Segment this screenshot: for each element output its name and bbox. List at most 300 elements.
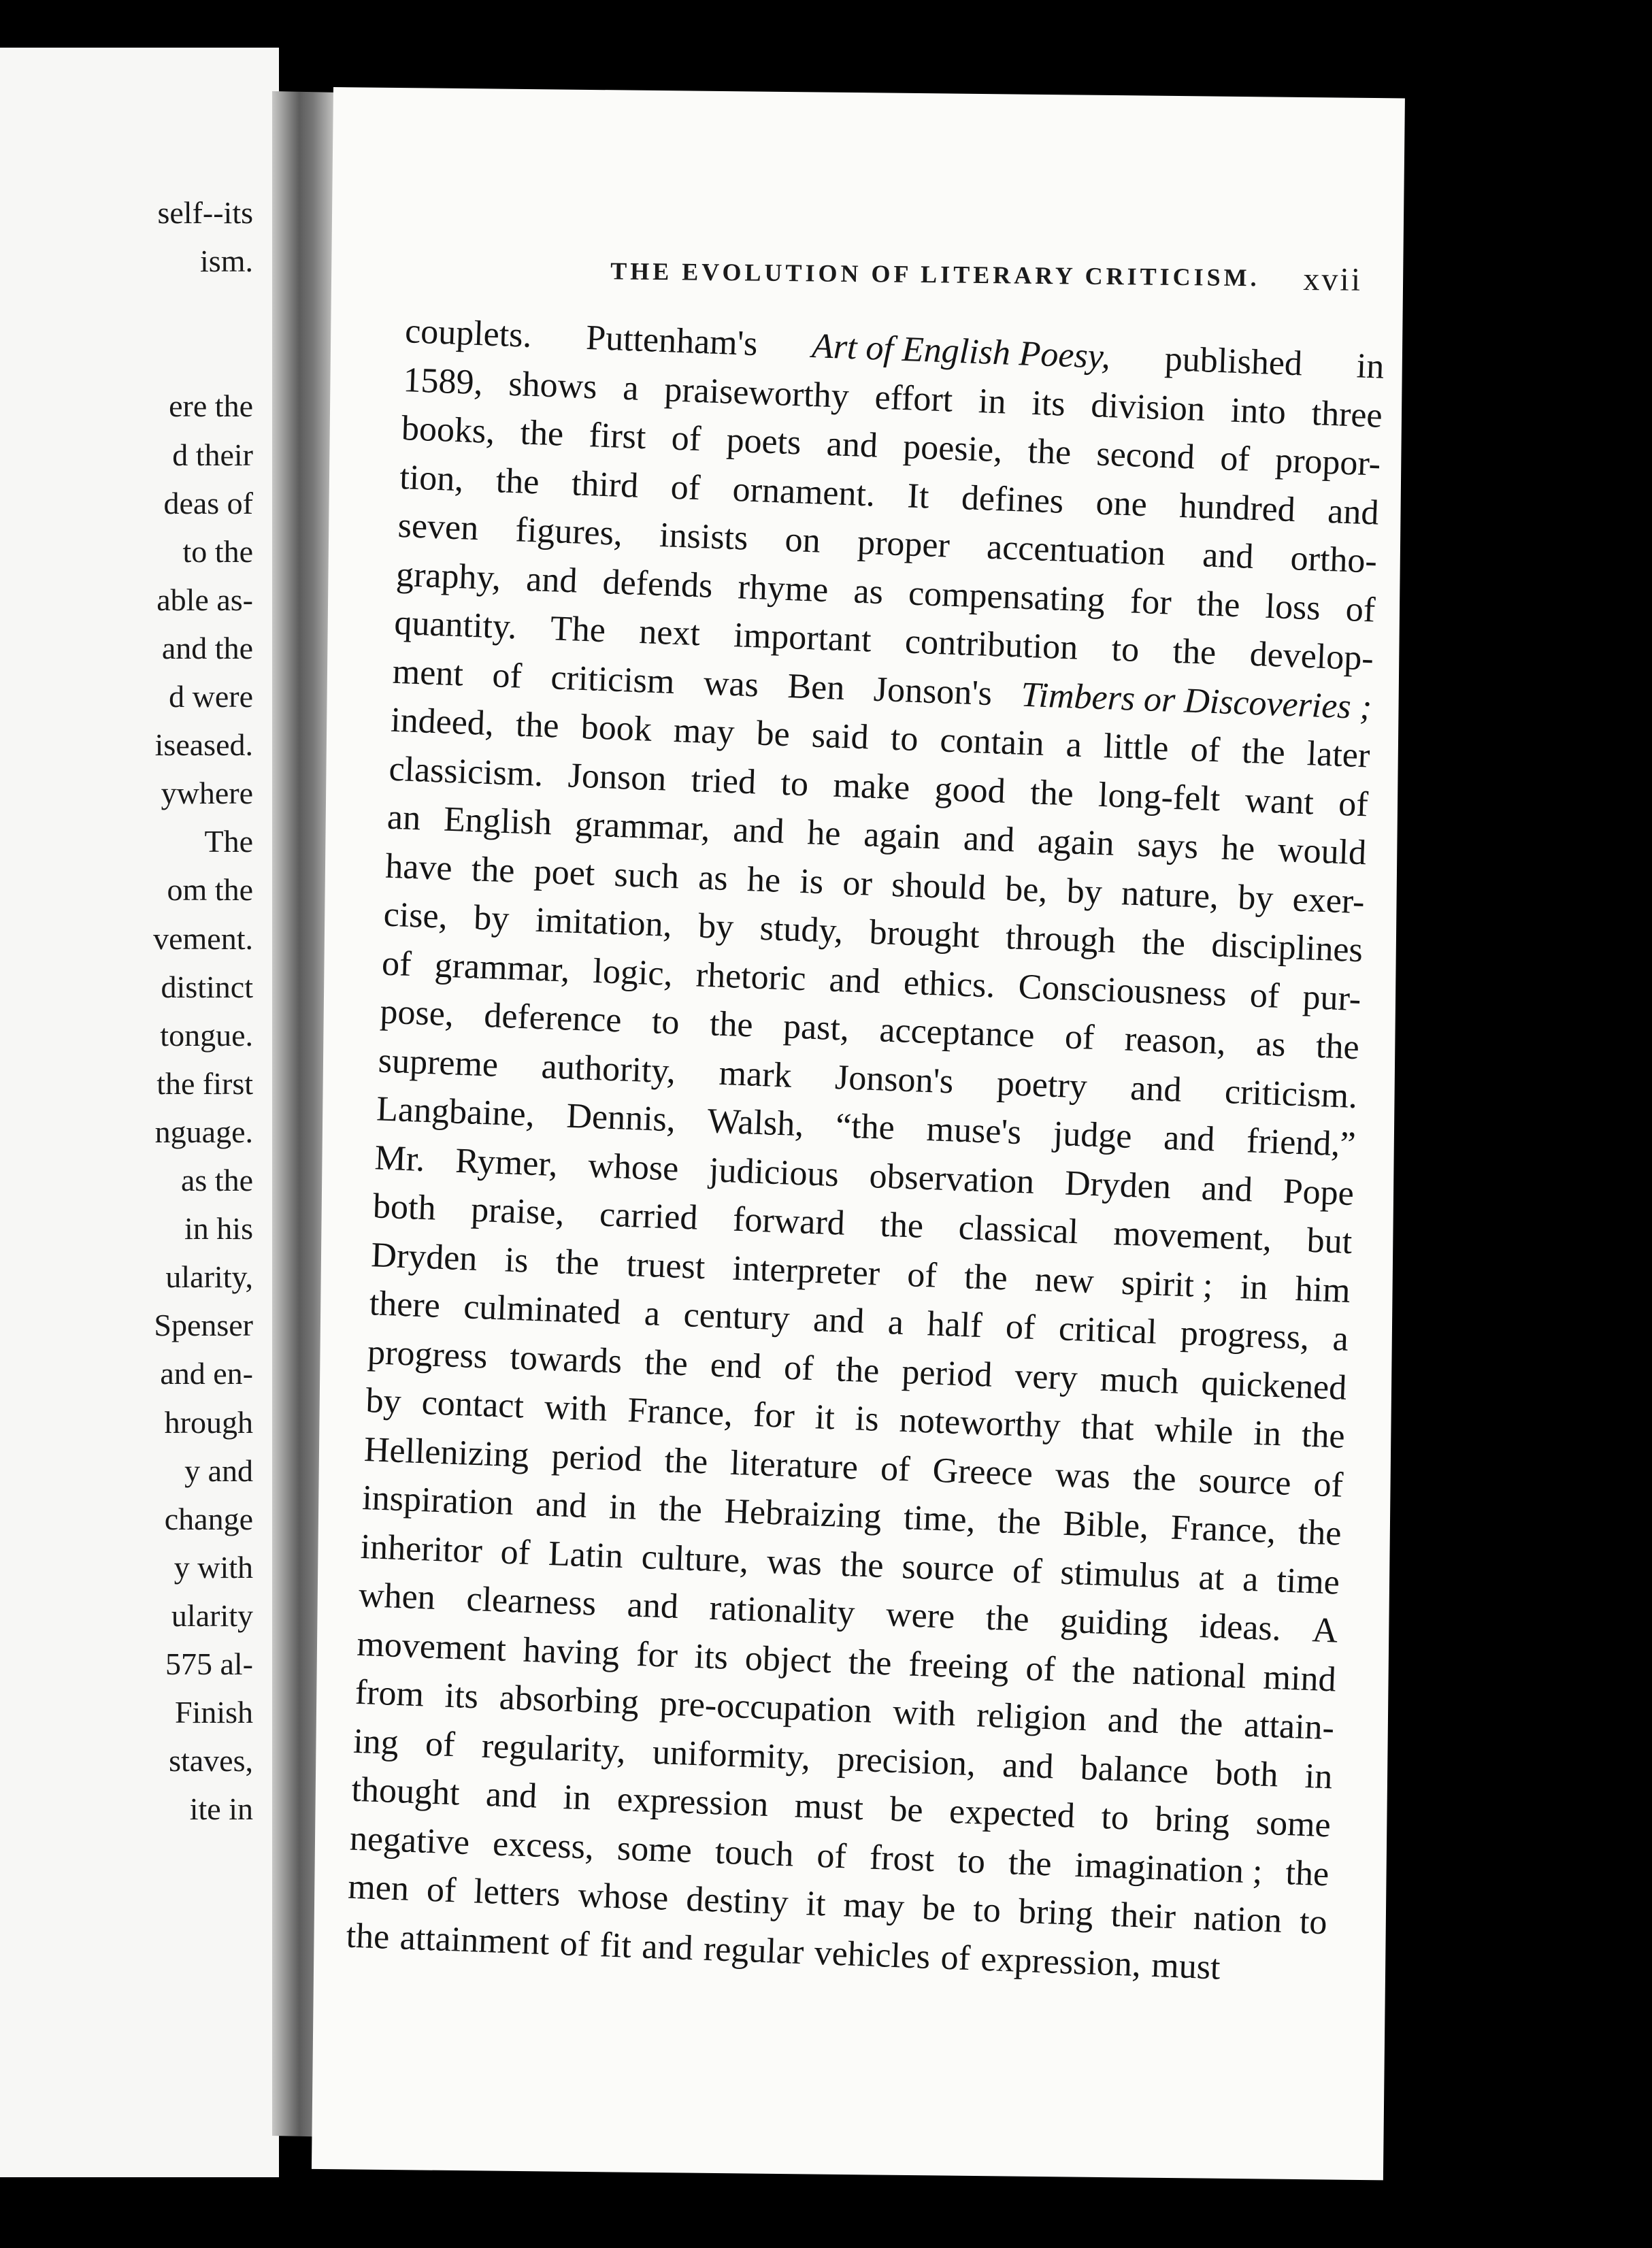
word: grammar,	[433, 945, 571, 990]
word: classical	[957, 1208, 1079, 1252]
word: mark	[718, 1053, 793, 1095]
word: and	[1129, 1068, 1183, 1110]
word: Puttenham's	[585, 318, 759, 364]
word: it	[814, 1398, 836, 1438]
word: tried	[690, 760, 757, 801]
word: of	[1025, 1649, 1056, 1689]
body-text	[346, 307, 1385, 1996]
word: through	[1005, 918, 1117, 961]
word: and	[641, 1926, 694, 1968]
word: It	[906, 476, 930, 516]
word: letters	[473, 1872, 561, 1914]
word: whose	[587, 1146, 680, 1189]
word: poet	[533, 852, 596, 893]
word: freeing	[908, 1644, 1010, 1687]
word: frost	[869, 1838, 936, 1879]
word: inheritor	[359, 1527, 483, 1570]
word: France,	[1170, 1508, 1277, 1551]
word: time,	[903, 1498, 976, 1540]
word: of	[670, 418, 702, 459]
left-page-line: vement.	[153, 921, 253, 956]
word: fit	[599, 1925, 632, 1966]
word: the	[879, 1205, 925, 1246]
word: truest	[625, 1244, 706, 1287]
word: regular	[703, 1929, 805, 1972]
word: Bible,	[1062, 1504, 1150, 1547]
word: want	[1244, 780, 1315, 822]
word: inspiration	[361, 1478, 514, 1523]
word: the	[658, 1489, 703, 1530]
left-page-line: ularity,	[165, 1259, 253, 1295]
word: Dryden	[370, 1235, 478, 1278]
word: him	[1294, 1269, 1351, 1310]
word: from	[354, 1672, 425, 1715]
word: three	[1310, 393, 1383, 435]
word: said	[810, 716, 870, 757]
left-page-line: ism.	[200, 244, 253, 279]
left-page-line: ularity	[171, 1598, 253, 1633]
left-page-line: Spenser	[154, 1308, 253, 1343]
word: tion,	[399, 457, 465, 499]
word: culminated	[463, 1287, 622, 1332]
word: be,	[1004, 869, 1048, 910]
word: ing	[352, 1721, 399, 1762]
word: criticism	[550, 657, 676, 701]
left-page-line: The	[204, 824, 253, 859]
word: compensating	[908, 574, 1106, 620]
word: A	[1311, 1610, 1339, 1651]
left-page-line: tongue.	[160, 1017, 253, 1053]
word: says	[1136, 825, 1200, 867]
word: proper	[857, 523, 951, 565]
word: as	[697, 857, 729, 898]
word: deference	[483, 996, 623, 1040]
word: ethics.	[903, 963, 996, 1006]
word: the	[644, 1342, 689, 1383]
word: expression	[616, 1779, 770, 1825]
word: towards	[509, 1338, 623, 1381]
word: attain-	[1243, 1705, 1336, 1748]
word: bring	[1154, 1799, 1231, 1841]
word: movement,	[1112, 1214, 1273, 1259]
left-page-line: 575 al-	[165, 1647, 253, 1681]
left-page-line: ere the	[169, 389, 253, 424]
word: Hellenizing	[363, 1429, 530, 1475]
word: half	[926, 1304, 983, 1346]
word: expected	[948, 1791, 1076, 1836]
word: whose	[577, 1875, 670, 1918]
word: division	[1090, 385, 1206, 429]
left-page-line: in his	[184, 1211, 253, 1246]
word: brought	[868, 912, 980, 956]
word: of	[940, 1938, 972, 1978]
word: period	[550, 1436, 643, 1479]
word: rhetoric	[695, 955, 807, 998]
word: for	[753, 1395, 795, 1436]
word: to	[780, 763, 810, 804]
word: one	[1095, 483, 1148, 524]
word: acceptance	[878, 1010, 1036, 1055]
word: Ben	[787, 666, 846, 708]
word: was	[1055, 1455, 1111, 1496]
word: and	[626, 1585, 679, 1627]
word: expression,	[980, 1939, 1142, 1984]
word: supreme	[377, 1040, 499, 1085]
word: Rymer,	[455, 1141, 559, 1184]
word: make	[832, 765, 911, 808]
word: couplets.	[404, 312, 533, 355]
word: praiseworthy	[663, 369, 850, 416]
word: the	[835, 1349, 880, 1391]
word: the	[985, 1598, 1030, 1639]
word: that	[1080, 1407, 1135, 1449]
left-page-line: nguage.	[154, 1114, 253, 1149]
word: and	[828, 960, 881, 1001]
word: and	[732, 810, 785, 852]
word: be	[889, 1789, 924, 1830]
word: defends	[601, 562, 714, 606]
word: Dennis,	[565, 1096, 676, 1140]
word: rhyme	[737, 567, 829, 610]
word: guiding	[1059, 1601, 1170, 1644]
word: Timbers or Discoveries ;	[1020, 675, 1372, 727]
word: Dryden	[1064, 1163, 1172, 1206]
word: poesie,	[902, 427, 1004, 470]
word: object	[744, 1638, 833, 1681]
word: some	[616, 1828, 693, 1870]
word: the	[997, 1502, 1042, 1542]
word: destiny	[685, 1879, 789, 1923]
word: their	[1110, 1895, 1177, 1937]
word: next	[638, 612, 701, 654]
word: “the	[835, 1106, 895, 1148]
left-page-line: d were	[169, 679, 253, 714]
word: with	[544, 1387, 608, 1429]
word: was	[766, 1542, 823, 1583]
word: must	[1151, 1945, 1221, 1987]
word: of	[1338, 784, 1369, 824]
word: in	[1304, 1756, 1334, 1796]
word: by	[1237, 878, 1274, 918]
word: contain	[939, 721, 1045, 763]
left-page-line: change	[164, 1501, 253, 1536]
word: and	[963, 819, 1016, 860]
word: the	[663, 1440, 709, 1482]
word: France,	[627, 1391, 734, 1434]
word: by	[1065, 871, 1103, 912]
word: by	[697, 906, 735, 947]
word: little	[1103, 727, 1170, 768]
word: important	[733, 616, 872, 660]
word: thought	[350, 1770, 461, 1813]
word: of	[816, 1836, 847, 1876]
word: be	[755, 714, 791, 755]
word: to	[651, 1002, 680, 1042]
word: and	[1106, 1700, 1160, 1742]
word: rationality	[708, 1588, 856, 1633]
word: reason,	[1123, 1019, 1227, 1062]
word: a	[622, 368, 640, 408]
word: there	[368, 1284, 441, 1325]
word: published	[1163, 340, 1304, 384]
word: shows	[508, 364, 598, 406]
word: an	[386, 797, 422, 838]
word: negative	[349, 1819, 471, 1862]
word: again	[863, 815, 942, 857]
word: Jonson	[567, 755, 667, 799]
word: in	[978, 381, 1007, 422]
word: Jonson's	[834, 1057, 955, 1101]
word: Langbaine,	[376, 1089, 535, 1134]
word: Hebraizing	[723, 1491, 882, 1536]
word: The	[550, 609, 606, 650]
word: of	[499, 1532, 531, 1572]
word: indeed,	[390, 700, 495, 744]
word: book	[580, 707, 652, 749]
word: English	[443, 799, 553, 843]
word: but	[1306, 1221, 1353, 1261]
word: both	[372, 1187, 437, 1228]
word: later	[1306, 734, 1371, 776]
word: interpreter	[731, 1249, 881, 1293]
word: uniformity,	[652, 1732, 812, 1777]
word: defines	[961, 478, 1065, 521]
word: of	[426, 1870, 457, 1911]
word: the	[470, 849, 516, 891]
word: in	[562, 1778, 592, 1818]
word: poetry	[995, 1063, 1088, 1106]
word: nation	[1193, 1898, 1283, 1940]
word: the	[1132, 1457, 1177, 1499]
word: it	[805, 1884, 827, 1924]
word: progress,	[1179, 1313, 1310, 1357]
word: cise,	[382, 895, 448, 936]
word: was	[703, 663, 759, 704]
word: is	[503, 1240, 529, 1280]
word: of	[880, 1449, 911, 1489]
word: source	[1197, 1460, 1292, 1503]
word: and	[1002, 1745, 1055, 1786]
word: movement	[356, 1624, 507, 1669]
word: contribution	[904, 622, 1079, 667]
word: third	[571, 463, 640, 506]
word: judicious	[708, 1150, 840, 1194]
word: friend,”	[1246, 1121, 1357, 1165]
word: the	[1141, 923, 1186, 963]
left-page-line: the first	[156, 1065, 253, 1101]
word: a	[887, 1303, 905, 1342]
word: men	[347, 1867, 410, 1908]
left-page-line: and en-	[160, 1356, 253, 1391]
word: pur-	[1302, 977, 1362, 1019]
word: culture,	[640, 1537, 750, 1581]
word: a	[1065, 725, 1083, 765]
word: the	[1195, 584, 1241, 625]
word: end	[709, 1345, 763, 1386]
word: Art of English Poesy,	[811, 327, 1112, 377]
word: he	[746, 859, 782, 900]
word: in	[1253, 1413, 1282, 1454]
left-page-line: deas of	[163, 485, 253, 520]
word: and	[812, 1300, 865, 1341]
word: of	[670, 467, 701, 508]
word: by	[473, 898, 510, 939]
word: of	[1312, 1464, 1344, 1505]
word: of	[1005, 1307, 1036, 1348]
word: stimulus	[1059, 1553, 1181, 1596]
word: attainment	[399, 1917, 550, 1962]
page-number: xvii	[1303, 261, 1363, 298]
word: criticism.	[1224, 1072, 1359, 1116]
word: source	[901, 1547, 995, 1589]
word: having	[522, 1630, 621, 1673]
word: and	[1200, 1168, 1253, 1210]
word: ornament.	[731, 469, 876, 514]
running-head: THE EVOLUTION OF LITERARY CRITICISM.	[610, 257, 1260, 292]
word: period	[901, 1352, 993, 1395]
word: carried	[599, 1195, 699, 1238]
word: the	[1008, 1842, 1053, 1883]
word: Consciousness	[1017, 967, 1227, 1014]
word: Mr.	[374, 1138, 426, 1179]
word: excess,	[492, 1823, 595, 1867]
word: of	[1249, 975, 1281, 1016]
left-page-line: staves,	[169, 1743, 253, 1779]
word: its	[1031, 383, 1066, 424]
left-page-line: to the	[182, 533, 253, 569]
word: of	[559, 1923, 591, 1964]
word: the	[1178, 1703, 1224, 1744]
left-page-line: distinct	[161, 969, 253, 1004]
word: Latin	[548, 1534, 624, 1576]
word: and	[535, 1485, 588, 1526]
word: 1589,	[402, 360, 484, 402]
word: authority,	[540, 1046, 677, 1091]
word: the	[519, 413, 565, 454]
word: the	[515, 705, 560, 746]
word: quickened	[1200, 1363, 1348, 1408]
word: good	[934, 769, 1006, 811]
word: must	[793, 1786, 864, 1828]
previous-page	[0, 48, 279, 2177]
word: the	[1172, 631, 1217, 673]
word: its	[444, 1676, 480, 1717]
word: to	[889, 718, 919, 759]
word: vehicles	[813, 1933, 931, 1977]
word: of	[381, 944, 412, 984]
word: should	[891, 865, 987, 908]
word: the	[963, 1257, 1008, 1297]
word: clearness	[465, 1579, 597, 1623]
word: he	[1221, 828, 1256, 869]
word: the	[1029, 772, 1074, 814]
word: disciplines	[1210, 925, 1364, 970]
word: may	[672, 710, 736, 753]
word: time	[1276, 1560, 1340, 1602]
word: of	[1189, 729, 1221, 770]
word: the	[1071, 1650, 1117, 1691]
word: of	[783, 1348, 814, 1388]
word: both	[1215, 1753, 1279, 1795]
word: is	[854, 1399, 880, 1439]
word: pose,	[379, 992, 455, 1034]
word: graphy,	[395, 555, 502, 597]
word: literature	[729, 1443, 859, 1487]
word: critical	[1058, 1309, 1158, 1352]
word: the	[1027, 431, 1072, 473]
word: have	[384, 846, 453, 888]
word: nature,	[1121, 873, 1220, 916]
left-page-line: as the	[180, 1163, 253, 1197]
word: to	[1110, 629, 1140, 670]
word: long-felt	[1097, 775, 1221, 819]
word: of	[906, 1255, 938, 1295]
word: Jonson's	[872, 670, 993, 713]
word: and	[825, 424, 878, 465]
left-page-line: d their	[172, 437, 253, 472]
word: new	[1034, 1259, 1095, 1301]
word: the	[495, 461, 540, 501]
word: the	[555, 1242, 600, 1283]
left-page-line: hrough	[164, 1404, 253, 1440]
word: in	[608, 1487, 638, 1527]
word: develop-	[1249, 634, 1374, 678]
word: national	[1131, 1653, 1247, 1696]
word: classicism.	[388, 749, 544, 794]
word: to	[1299, 1902, 1328, 1943]
word: the	[1315, 1026, 1360, 1068]
word: muse's	[925, 1110, 1023, 1153]
word: its	[693, 1636, 729, 1677]
word: much	[1099, 1359, 1180, 1402]
left-page-line: y and	[184, 1453, 253, 1488]
word: seven	[397, 506, 480, 548]
word: into	[1229, 391, 1287, 432]
word: for	[1129, 581, 1172, 623]
word: accentuation	[986, 527, 1166, 574]
word: century	[682, 1295, 791, 1338]
word: very	[1014, 1356, 1078, 1398]
word: forward	[732, 1200, 846, 1243]
word: the	[1297, 1513, 1342, 1553]
word: on	[784, 520, 821, 561]
current-page	[312, 87, 1405, 2180]
word: the	[847, 1642, 893, 1683]
word: the	[345, 1916, 391, 1957]
word: imitation,	[534, 900, 673, 945]
word: some	[1255, 1803, 1332, 1845]
word: observation	[868, 1156, 1036, 1202]
word: of	[491, 655, 523, 696]
word: or	[842, 863, 874, 904]
word: progress	[367, 1332, 489, 1376]
word: of	[1344, 589, 1376, 630]
word: first	[588, 416, 647, 457]
word: the	[1301, 1415, 1346, 1456]
word: spirit ;	[1121, 1263, 1214, 1306]
word: grammar,	[574, 804, 711, 849]
word: the	[1285, 1853, 1330, 1894]
word: touch	[714, 1832, 795, 1874]
word: again	[1037, 821, 1115, 863]
word: exer-	[1291, 879, 1366, 921]
word: ortho-	[1289, 539, 1378, 581]
word: when	[358, 1575, 436, 1617]
word: quantity.	[393, 603, 518, 647]
word: absorbing	[498, 1678, 640, 1723]
word: logic,	[592, 951, 674, 993]
word: and	[1327, 491, 1380, 533]
